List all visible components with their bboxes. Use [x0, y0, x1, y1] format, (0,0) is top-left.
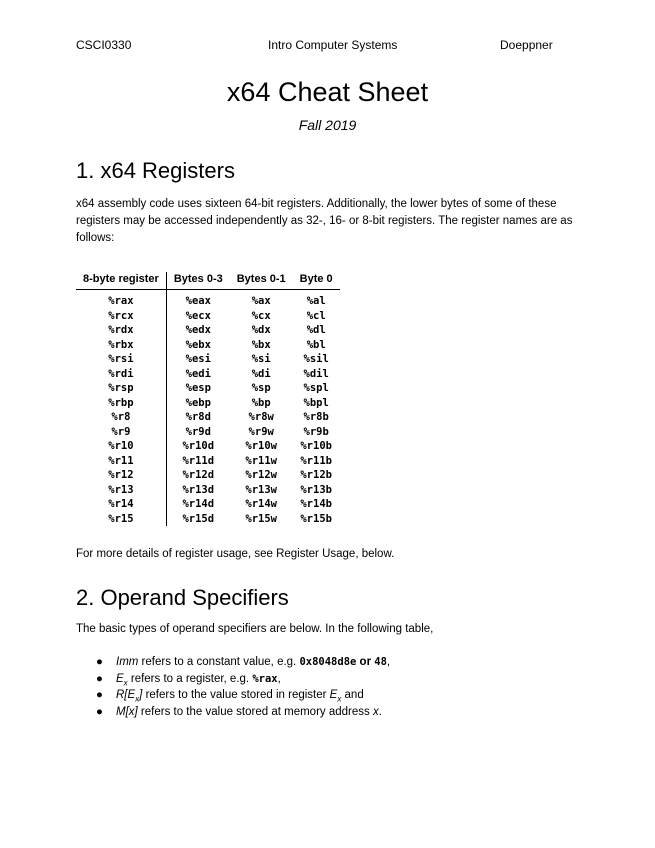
definition-text: refers to a constant value, e.g.: [138, 656, 300, 668]
table-row: [76, 410, 340, 425]
code-example: 48: [374, 656, 387, 668]
definition-text: refers to the value stored in register: [142, 689, 330, 701]
table-row: [76, 323, 340, 338]
register-cell: %dx: [251, 324, 271, 336]
register-table-header-row: [76, 272, 340, 290]
register-cell: %rdi: [76, 367, 166, 382]
register-cell: %ebx: [185, 338, 211, 351]
bullet-icon: ●: [96, 689, 103, 701]
register-cell: %rcx: [76, 309, 166, 324]
col-header-byte-0: Byte 0: [293, 272, 340, 290]
register-cell: %rbp: [76, 396, 166, 411]
register-cell: %r14d: [182, 498, 215, 510]
register-cell: %r11w: [245, 454, 277, 467]
register-cell: %r14b: [300, 498, 332, 510]
page-subtitle: Fall 2019: [298, 117, 357, 133]
subscript: x: [135, 694, 140, 704]
register-cell: %rax: [76, 290, 166, 309]
register-cell: %al: [306, 295, 326, 307]
section-2-intro: The basic types of operand specifiers are below. In the following table,: [76, 623, 434, 635]
register-table: [76, 272, 340, 526]
section-2-heading: 2. Operand Specifiers: [76, 585, 289, 610]
register-cell: %r9w: [248, 425, 274, 438]
register-cell: %r15: [76, 512, 166, 527]
register-cell: %r12b: [300, 469, 332, 481]
table-row: [76, 309, 340, 324]
register-cell: %rsp: [76, 381, 166, 396]
register-cell: %r10w: [245, 440, 277, 452]
register-cell: %bp: [251, 396, 271, 409]
register-cell: %edi: [185, 367, 211, 380]
register-cell: %r14w: [245, 498, 277, 510]
register-usage-note: For more details of register usage, see Register Usage, below.: [76, 548, 395, 560]
register-cell: %cl: [306, 309, 326, 322]
term-rex: R[E: [116, 689, 136, 701]
operand-definition-list: [76, 654, 390, 720]
register-cell: %di: [251, 367, 271, 380]
table-row: [76, 425, 340, 440]
register-cell: %r10b: [300, 440, 332, 452]
code-example: 0x8048d8e: [299, 656, 357, 668]
table-row: [76, 396, 340, 411]
register-cell: %r9b: [303, 425, 329, 438]
col-header-bytes-0-1: Bytes 0-1: [230, 272, 293, 290]
register-cell: %r12d: [182, 469, 215, 481]
register-cell: %r15d: [182, 512, 215, 525]
page-title: x64 Cheat Sheet: [226, 77, 429, 107]
term-rex-close: ]: [139, 689, 143, 701]
register-cell: %r8w: [248, 411, 274, 423]
register-cell: %r9: [76, 425, 166, 440]
subscript: x: [123, 677, 128, 687]
register-cell: %ebp: [185, 396, 211, 409]
bullet-icon: ●: [96, 672, 103, 685]
register-cell: %r14: [76, 497, 166, 512]
register-cell: %bpl: [303, 396, 329, 409]
register-cell: %r15w: [245, 512, 277, 525]
bullet-icon: ●: [96, 705, 103, 718]
punctuation: and: [341, 689, 364, 701]
register-table-body: [76, 290, 340, 527]
register-cell: %dl: [306, 324, 326, 336]
register-cell: %r11: [76, 454, 166, 469]
register-cell: %ecx: [185, 309, 211, 322]
table-row: [76, 483, 340, 498]
register-cell: %sp: [251, 382, 271, 394]
list-item: [76, 671, 390, 688]
table-row: [76, 338, 340, 353]
term-ex: E: [329, 689, 338, 701]
register-cell: %r15b: [300, 512, 332, 525]
section-1-intro: x64 assembly code uses sixteen 64-bit registers. Additionally, the lower bytes of some of these registers may be accessed independently as 32-, 16- or 8-bit registers. The register names are as follows:: [76, 198, 573, 244]
register-cell: %rdx: [76, 323, 166, 338]
register-cell: %dil: [303, 367, 329, 380]
register-cell: %cx: [251, 309, 271, 322]
term-mx: M[x]: [116, 705, 138, 718]
register-cell: %r9d: [185, 425, 211, 438]
register-cell: %bl: [306, 338, 326, 351]
register-cell: %r12w: [245, 469, 277, 481]
register-cell: %sil: [303, 353, 329, 365]
register-cell: %r12: [76, 468, 166, 483]
table-row: [76, 497, 340, 512]
register-cell: %edx: [185, 324, 211, 336]
register-cell: %spl: [303, 382, 329, 394]
table-row: [76, 439, 340, 454]
punctuation: .: [378, 705, 382, 718]
table-row: [76, 381, 340, 396]
register-cell: %si: [251, 353, 271, 365]
register-cell: %r11d: [182, 454, 215, 467]
register-cell: %ax: [251, 295, 271, 307]
register-cell: %r13w: [245, 483, 277, 496]
register-cell: %rsi: [76, 352, 166, 367]
register-cell: %r8d: [185, 411, 211, 423]
table-row: [76, 454, 340, 469]
register-cell: %rbx: [76, 338, 166, 353]
term-x: x: [372, 705, 379, 718]
table-row: [76, 352, 340, 367]
term-ex: E: [116, 672, 124, 685]
table-row: [76, 367, 340, 382]
col-header-bytes-0-3: Bytes 0-3: [166, 272, 229, 290]
table-row: [76, 290, 340, 309]
list-item: [76, 654, 390, 671]
register-cell: %r11b: [300, 454, 332, 467]
term-imm: Imm: [116, 656, 139, 668]
definition-text: refers to a register, e.g.: [127, 672, 253, 685]
definition-text: refers to the value stored at memory address: [137, 705, 373, 718]
bullet-icon: ●: [96, 656, 103, 668]
header-course-code: CSCI0330: [76, 38, 132, 52]
or-text: or: [356, 656, 375, 668]
list-item: [76, 687, 390, 704]
table-row: [76, 468, 340, 483]
list-item: [76, 704, 390, 721]
header-course-title: Intro Computer Systems: [268, 38, 398, 52]
section-1-heading: 1. x64 Registers: [76, 158, 235, 183]
header-instructor: Doeppner: [500, 38, 553, 52]
col-header-8-byte: 8-byte register: [76, 272, 166, 290]
register-cell: %r8: [76, 410, 166, 425]
register-cell: %esp: [185, 382, 211, 394]
subscript: x: [337, 694, 342, 704]
register-cell: %r13d: [182, 483, 215, 496]
register-cell: %bx: [251, 338, 271, 351]
register-cell: %r8b: [303, 411, 329, 423]
register-cell: %r13b: [300, 483, 332, 496]
register-cell: %r10: [76, 439, 166, 454]
code-example: %rax: [252, 672, 278, 685]
punctuation: ,: [386, 656, 391, 668]
punctuation: ,: [277, 672, 281, 685]
register-cell: %esi: [185, 353, 211, 365]
register-cell: %r13: [76, 483, 166, 498]
register-cell: %r10d: [182, 440, 215, 452]
table-row: [76, 512, 340, 527]
register-cell: %eax: [185, 295, 211, 307]
